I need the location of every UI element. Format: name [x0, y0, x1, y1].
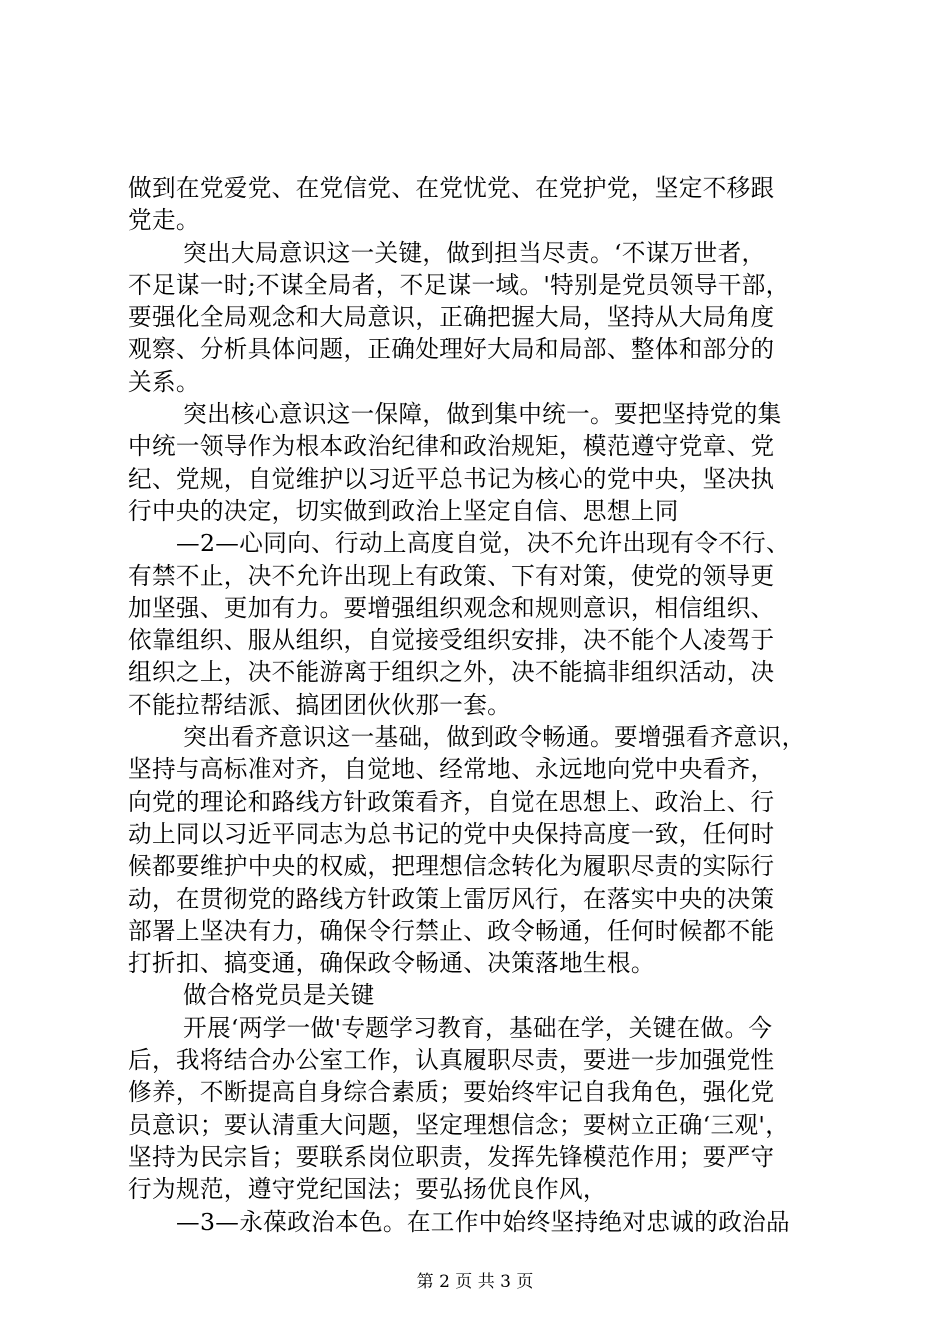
text-line: 动上同以习近平同志为总书记的党中央保持高度一致，任何时: [128, 819, 775, 848]
text-line: 关系。: [128, 367, 200, 396]
document-body: [128, 172, 838, 1238]
text-line: 部署上坚决有力，确保令行禁止、政令畅通，任何时候都不能: [128, 916, 775, 945]
page-break-line: —2—心同向、行动上高度自觉，决不允许出现有令不行、: [176, 529, 790, 558]
text-line: 不能拉帮结派、搞团团伙伙那一套。: [128, 690, 512, 719]
text-line: 中统一领导作为根本政治纪律和政治规矩，模范遵守党章、党: [128, 432, 775, 461]
text-line: 不足谋一时;不谋全局者，不足谋一域。'特别是党员领导干部，: [128, 270, 790, 299]
text-line: 后，我将结合办公室工作，认真履职尽责，要进一步加强党性: [128, 1046, 775, 1075]
text-line: 做到在党爱党、在党信党、在党忧党、在党护党，坚定不移跟: [128, 174, 775, 202]
text-line: 依靠组织、服从组织，自觉接受组织安排，决不能个人凌驾于: [128, 626, 775, 655]
text-line: 向党的理论和路线方针政策看齐，自觉在思想上、政治上、行: [128, 787, 775, 816]
text-line: 修养，不断提高自身综合素质；要始终牢记自我角色，强化党: [128, 1078, 775, 1107]
text-line: 观察、分析具体问题，正确处理好大局和局部、整体和部分的: [128, 335, 775, 364]
text-line: 加坚强、更加有力。要增强组织观念和规则意识，相信组织、: [128, 593, 775, 622]
text-line: 行为规范，遵守党纪国法；要弘扬优良作风，: [128, 1175, 607, 1204]
text-line: 纪、党规，自觉维护以习近平总书记为核心的党中央，坚决执: [128, 464, 775, 493]
page-number-footer: 第 2 页 共 3 页: [416, 1272, 534, 1292]
text-line: 候都要维护中央的权威，把理想信念转化为履职尽责的实际行: [128, 852, 775, 881]
text-line: 党走。: [128, 206, 200, 235]
text-line: 行中央的决定，切实做到政治上坚定自信、思想上同: [128, 496, 679, 525]
text-line: 有禁不止，决不允许出现上有政策、下有对策，使党的领导更: [128, 561, 775, 590]
text-line: 坚持与高标准对齐，自觉地、经常地、永远地向党中央看齐，: [128, 755, 775, 784]
paragraph-start-line: 突出大局意识这一关键，做到担当尽责。‘不谋万世者，: [183, 238, 766, 267]
section-heading: 做合格党员是关键: [183, 981, 375, 1010]
text-line: 要强化全局观念和大局意识，正确把握大局，坚持从大局角度: [128, 303, 775, 332]
paragraph-start-line: 突出核心意识这一保障，做到集中统一。要把坚持党的集: [183, 400, 782, 429]
text-line: 坚持为民宗旨；要联系岗位职责，发挥先锋模范作用；要严守: [128, 1142, 775, 1171]
paragraph-start-line: 突出看齐意识这一基础，做到政令畅通。要增强看齐意识，: [183, 723, 806, 752]
page-break-line: —3—永葆政治本色。在工作中始终坚持绝对忠诚的政治品: [176, 1207, 790, 1236]
text-line: 组织之上，决不能游离于组织之外，决不能搞非组织活动，决: [128, 658, 775, 687]
text-line: 员意识；要认清重大问题，坚定理想信念；要树立正确‘三观'，: [128, 1110, 790, 1139]
text-line: 打折扣、搞变通，确保政令畅通、决策落地生根。: [128, 949, 655, 978]
paragraph-start-line: 开展‘两学一做'专题学习教育，基础在学，关键在做。今: [183, 1013, 773, 1042]
text-line: 动，在贯彻党的路线方针政策上雷厉风行，在落实中央的决策: [128, 884, 775, 913]
